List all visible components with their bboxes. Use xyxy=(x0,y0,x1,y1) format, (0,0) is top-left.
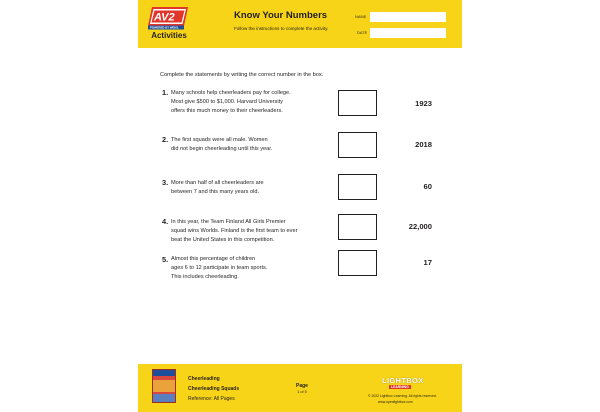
book-cover-thumbnail xyxy=(152,369,176,403)
number-option: 2018 xyxy=(415,140,432,149)
page-count: 1 of 5 xyxy=(297,390,307,394)
answer-box[interactable] xyxy=(338,250,377,276)
number-option: 1923 xyxy=(415,99,432,108)
book-title: Cheerleading xyxy=(188,376,220,382)
answer-box[interactable] xyxy=(338,214,377,240)
av2-logo xyxy=(146,4,192,30)
question-text: Many schools help cheerleaders pay for college. Most give $500 to $1,000. Harvard University offers this much money to their cheerleaders. xyxy=(171,90,291,114)
page-title: Know Your Numbers xyxy=(234,10,328,21)
page-label: Page xyxy=(296,383,308,389)
number-option: 17 xyxy=(423,258,432,267)
question-text: Almost this percentage of children ages 6 to 12 participate in team sports. This includes cheerleading. xyxy=(171,256,268,280)
name-field[interactable] xyxy=(370,12,446,22)
question-text: The first squads were all male. Women did not begin cheerleading until this year. xyxy=(171,137,273,152)
copyright-text: © 2022 Lightbox Learning. All rights reserved. xyxy=(368,394,437,398)
question-text: More than half of all cheerleaders are between 7 and this many years old. xyxy=(171,180,264,195)
date-field[interactable] xyxy=(370,28,446,38)
worksheet-footer xyxy=(138,364,462,412)
website-link[interactable]: www.openlightbox.com xyxy=(378,400,413,404)
instructions: Complete the statements by writing the correct number in the box. xyxy=(160,72,324,78)
number-option: 60 xyxy=(423,182,432,191)
question-number: 5. xyxy=(162,255,169,264)
answer-box[interactable] xyxy=(338,174,377,200)
svg-text:POWERED BY WEIGL: POWERED BY WEIGL xyxy=(150,25,180,30)
number-option: 22,000 xyxy=(408,222,432,231)
name-label: NAME xyxy=(355,15,367,19)
lightbox-logo-subtitle: LEARNING xyxy=(391,385,409,389)
lightbox-logo: LIGHTBOX xyxy=(382,376,424,385)
page-subtitle: Follow the instructions to complete the activity. xyxy=(234,26,329,31)
question-number: 1. xyxy=(162,88,169,97)
worksheet-header xyxy=(138,0,462,48)
date-label: DATE xyxy=(357,31,368,35)
section-label: Activities xyxy=(151,31,187,40)
answer-box[interactable] xyxy=(338,90,377,116)
book-subtitle: Cheerleading Squads xyxy=(188,386,240,392)
answer-box[interactable] xyxy=(338,132,377,158)
question-number: 2. xyxy=(162,135,169,144)
worksheet-page xyxy=(138,0,462,412)
question-number: 4. xyxy=(162,217,169,226)
reference-text: Reference: All Pages xyxy=(188,396,235,402)
question-number: 3. xyxy=(162,178,169,187)
svg-text:AV2: AV2 xyxy=(154,11,175,24)
question-text: In this year, the Team Finland All Girls Premier squad wins Worlds. Finland is the first team to ever beat the United States in this competition. xyxy=(171,219,298,243)
